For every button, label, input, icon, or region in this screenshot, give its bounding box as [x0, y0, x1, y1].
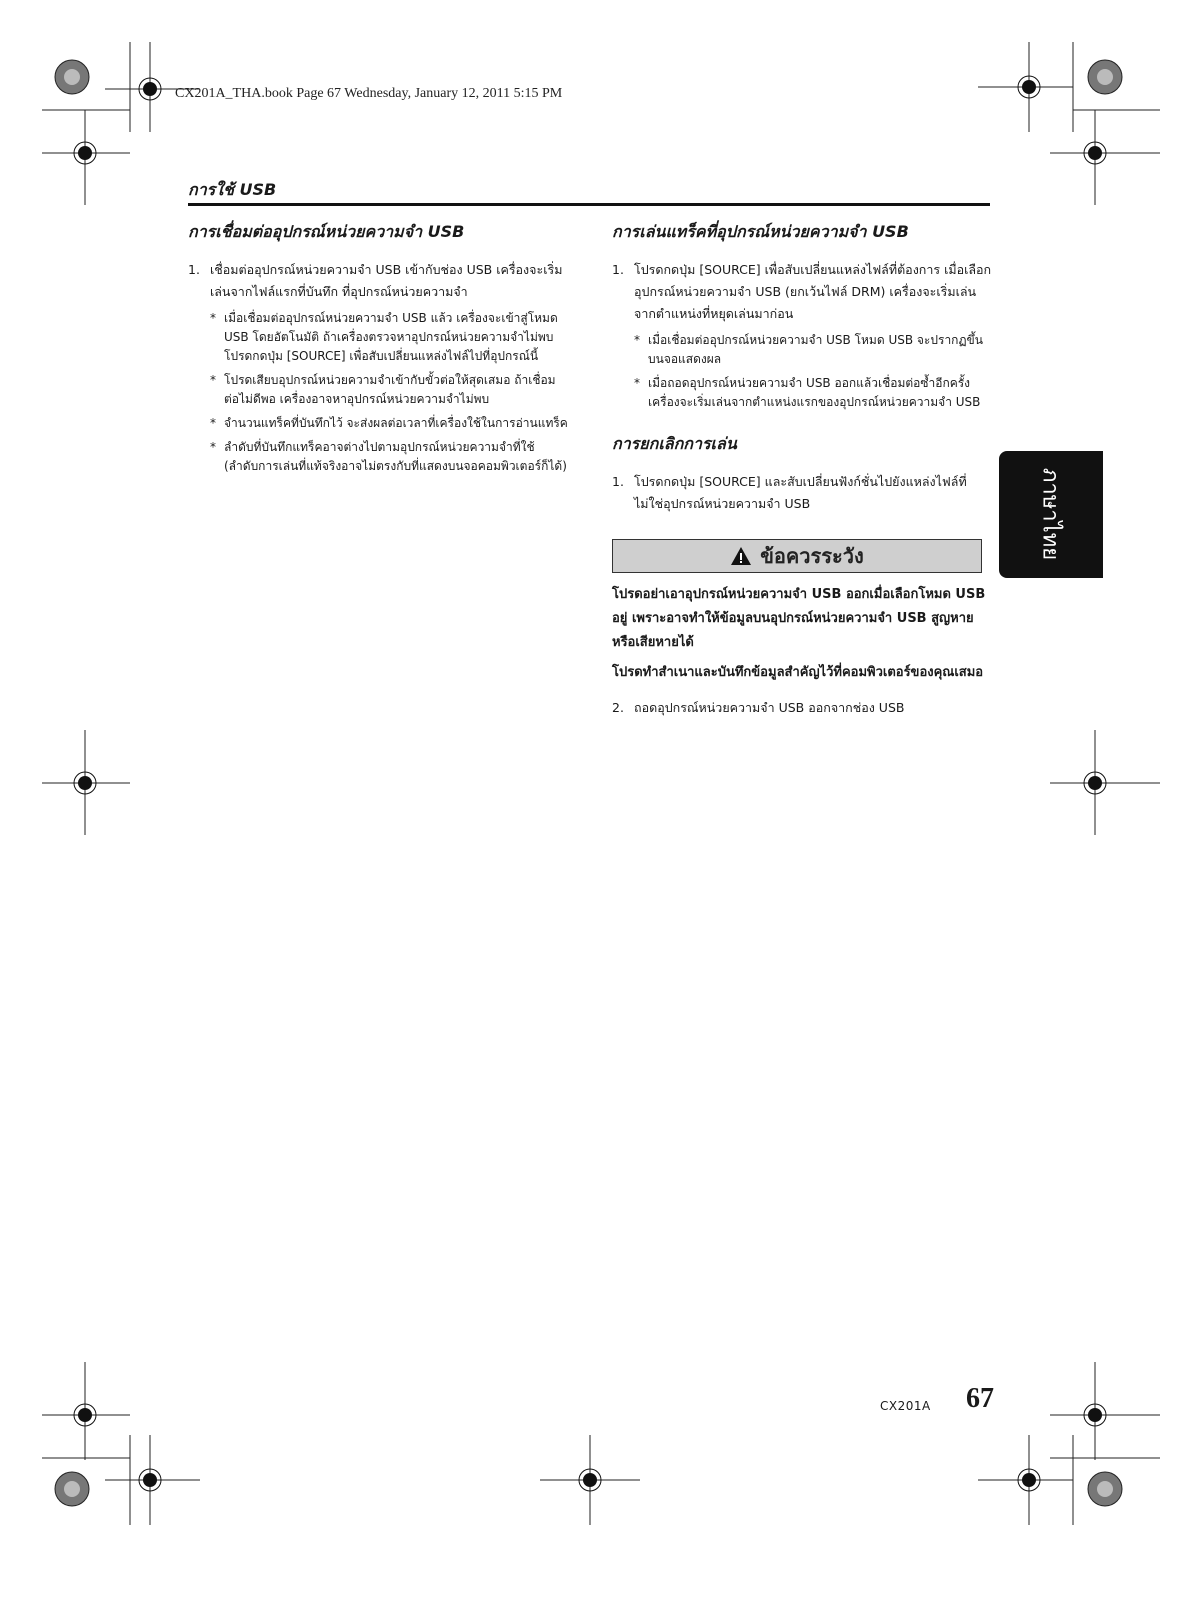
- warning-icon: [730, 546, 752, 566]
- note-text: จำนวนแทร็คที่บันทึกไว้ จะส่งผลต่อเวลาที่เครื่องใช้ในการอ่านแทร็ค: [224, 416, 568, 430]
- note-text: ลำดับที่บันทึกแทร็คอาจต่างไปตามอุปกรณ์หน่วยความจำที่ใช้ (ลำดับการเล่นที่แท้จริงอาจไม่ตรงกับที่แสดงบนจอคอมพิวเตอร์ก็ได้): [224, 440, 567, 473]
- note-text: เมื่อเชื่อมต่ออุปกรณ์หน่วยความจำ USB โหมด USB จะปรากฏขึ้นบนจอแสดงผล: [648, 333, 983, 366]
- step-number: 1.: [612, 474, 624, 489]
- file-header: CX201A_THA.book Page 67 Wednesday, January 12, 2011 5:15 PM: [175, 86, 563, 101]
- note-item: * ลำดับที่บันทึกแทร็คอาจต่างไปตามอุปกรณ์หน่วยความจำที่ใช้ (ลำดับการเล่นที่แท้จริงอาจไม่ตรงกับที่แสดงบนจอคอมพิวเตอร์ก็ได้): [210, 440, 567, 473]
- note-item: * โปรดเสียบอุปกรณ์หน่วยความจำเข้ากับขั้วต่อให้สุดเสมอ ถ้าเชื่อมต่อไม่ดีพอ เครื่องอาจหาอุปกรณ์หน่วยความจำไม่พบ: [210, 373, 556, 406]
- caution-title: ข้อควรระวัง: [760, 544, 864, 568]
- note-text: เมื่อเชื่อมต่ออุปกรณ์หน่วยความจำ USB แล้ว เครื่องจะเข้าสู่โหมด USB โดยอัตโนมัติ ถ้าเครื่องตรวจหาอุปกรณ์หน่วยความจำไม่พบ โปรดกดปุ่ม [SOURCE] เพื่อสับเปลี่ยนแหล่งไฟล์ไปที่อุปกรณ์นี้: [224, 311, 558, 363]
- play-step-1: [612, 259, 992, 325]
- cancel-step-1: [612, 471, 992, 515]
- cancel-heading: การยกเลิกการเล่น: [612, 434, 737, 453]
- language-tab: [999, 451, 1103, 578]
- left-column: [188, 220, 568, 481]
- step-text: เชื่อมต่ออุปกรณ์หน่วยความจำ USB เข้ากับช่อง USB เครื่องจะเริ่มเล่นจากไฟล์แรกที่บันทึก ที่อุปกรณ์หน่วยความจำ: [210, 262, 563, 299]
- step-number: 1.: [612, 262, 624, 277]
- caution-text-2: โปรดทำสำเนาและบันทึกข้อมูลสำคัญไว้ที่คอมพิวเตอร์ของคุณเสมอ: [612, 665, 984, 680]
- note-text: เมื่อถอดอุปกรณ์หน่วยความจำ USB ออกแล้วเชื่อมต่อซ้ำอีกครั้ง เครื่องจะเริ่มเล่นจากตำแหน่งแรกของอุปกรณ์หน่วยความจำ USB: [648, 376, 981, 409]
- play-heading: การเล่นแทร็คที่อุปกรณ์หน่วยความจำ USB: [612, 222, 909, 241]
- note-item: * เมื่อเชื่อมต่ออุปกรณ์หน่วยความจำ USB โหมด USB จะปรากฏขึ้นบนจอแสดงผล: [634, 333, 983, 366]
- page-number: 67: [966, 1383, 994, 1414]
- caution-text-1: โปรดอย่าเอาอุปกรณ์หน่วยความจำ USB ออกเมื่อเลือกโหมด USB อยู่ เพราะอาจทำให้ข้อมูลบนอุปกรณ์หน่วยความจำ USB สูญหายหรือเสียหายได้: [612, 587, 986, 650]
- step-text: ถอดอุปกรณ์หน่วยความจำ USB ออกจากช่อง USB: [634, 700, 905, 715]
- language-tab-label: ภาษาไทย: [1037, 467, 1063, 561]
- connect-step-1: [188, 259, 568, 303]
- step-text: โปรดกดปุ่ม [SOURCE] เพื่อสับเปลี่ยนแหล่งไฟล์ที่ต้องการ เมื่อเลือกอุปกรณ์หน่วยความจำ USB (ยกเว้นไฟล์ DRM) เครื่องจะเริ่มเล่นจากตำแหน่งที่หยุดเล่นมาก่อน: [634, 262, 992, 321]
- caution-banner: [612, 539, 982, 573]
- section-rule: [188, 203, 990, 206]
- note-item: * เมื่อเชื่อมต่ออุปกรณ์หน่วยความจำ USB แล้ว เครื่องจะเข้าสู่โหมด USB โดยอัตโนมัติ ถ้าเครื่องตรวจหาอุปกรณ์หน่วยความจำไม่พบ โปรดกดปุ่ม [SOURCE] เพื่อสับเปลี่ยนแหล่งไฟล์ไปที่อุปกรณ์นี้: [210, 311, 558, 363]
- cancel-step-2: [612, 697, 992, 719]
- step-text: โปรดกดปุ่ม [SOURCE] และสับเปลี่ยนฟังก์ชั่นไปยังแหล่งไฟล์ที่ไม่ใช่อุปกรณ์หน่วยความจำ USB: [634, 474, 967, 511]
- section-title: การใช้ USB: [188, 180, 277, 199]
- note-item: * เมื่อถอดอุปกรณ์หน่วยความจำ USB ออกแล้วเชื่อมต่อซ้ำอีกครั้ง เครื่องจะเริ่มเล่นจากตำแหน่งแรกของอุปกรณ์หน่วยความจำ USB: [634, 376, 981, 409]
- step-number: 2.: [612, 700, 624, 715]
- step-number: 1.: [188, 262, 200, 277]
- note-text: โปรดเสียบอุปกรณ์หน่วยความจำเข้ากับขั้วต่อให้สุดเสมอ ถ้าเชื่อมต่อไม่ดีพอ เครื่องอาจหาอุปกรณ์หน่วยความจำไม่พบ: [224, 373, 556, 406]
- note-item: * จำนวนแทร็คที่บันทึกไว้ จะส่งผลต่อเวลาที่เครื่องใช้ในการอ่านแทร็ค: [210, 416, 568, 430]
- connect-heading: การเชื่อมต่ออุปกรณ์หน่วยความจำ USB: [188, 222, 465, 241]
- footer-model: CX201A: [880, 1399, 931, 1413]
- right-column: [612, 220, 992, 725]
